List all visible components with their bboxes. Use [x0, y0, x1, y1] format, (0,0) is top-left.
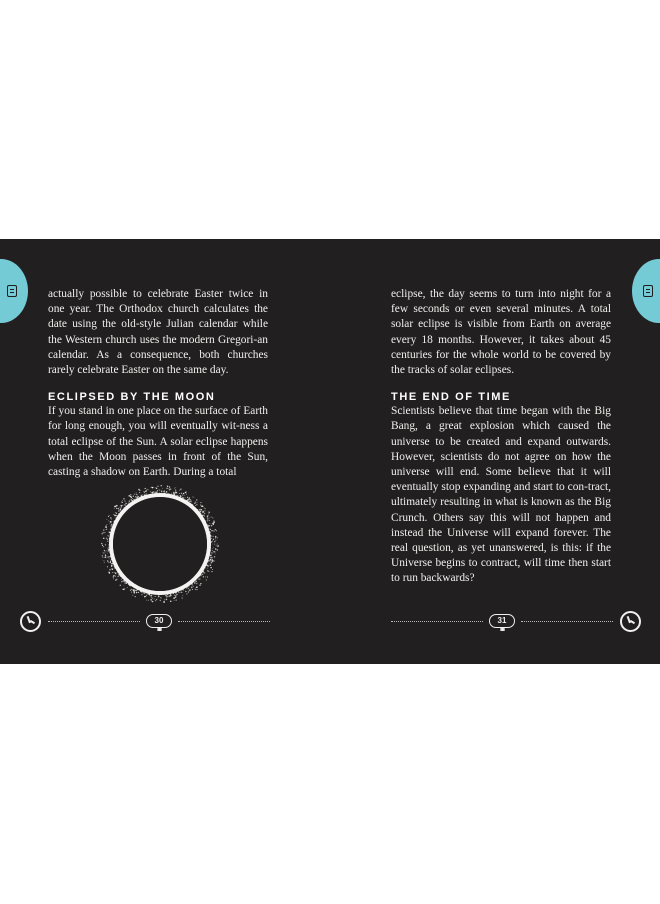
- book-spread: [0, 239, 660, 664]
- left-section-tab: [0, 259, 28, 323]
- right-paragraph-1: eclipse, the day seems to turn into night for a few seconds or even several minutes. A total solar eclipse is visible from Earth on average every 18 months. However, it takes about 45 centuries for the whole world to be covered by the tracks of solar eclipses.: [391, 288, 611, 377]
- page-number: 31 ıııııı: [489, 614, 515, 628]
- right-footer: [391, 611, 641, 633]
- footer-dotted-rule: [48, 621, 140, 622]
- left-paragraph-2: If you stand in one place on the surface of Earth for long enough, you will eventually wit-ness a total eclipse of the Sun. A solar eclipse happens when the Moon passes in front of the Sun, casting a shadow on Earth. During a total: [48, 405, 268, 479]
- page-number: 30 ıııııı: [146, 614, 172, 628]
- footer-dotted-rule: [391, 621, 483, 622]
- right-paragraph-2: Scientists believe that time began with the Big Bang, a great explosion which caused the universe to be created and expand outwards. However, scientists do not agree on how the universe will end. Some believe that it will eventually stop expanding and start to con-tract, ultimately resulting in what is known as the Big Crunch. Others say this will not happen and instead the Universe will expand forever. The real question, as yet unanswered, is this: if the Universe begins to contract, will time then start to run backwards?: [391, 405, 611, 585]
- right-heading: THE END OF TIME: [391, 391, 511, 404]
- left-page: [48, 287, 268, 480]
- left-paragraph-1: actually possible to celebrate Easter twice in one year. The Orthodox church calculates the date using the old-style Julian calendar while the Western church uses the modern Gregori-an calendar. As a consequence, both churches rarely celebrate Easter on the same day.: [48, 288, 268, 377]
- footer-dotted-rule: [521, 621, 613, 622]
- eclipse-illustration: [100, 485, 220, 603]
- left-heading: ECLIPSED BY THE MOON: [48, 391, 216, 404]
- book-icon: [643, 285, 653, 297]
- clock-icon: [20, 611, 41, 632]
- right-page: [391, 287, 611, 587]
- left-footer: [20, 611, 270, 633]
- book-icon: [7, 285, 17, 297]
- footer-dotted-rule: [178, 621, 270, 622]
- right-section-tab: [632, 259, 660, 323]
- clock-icon: [620, 611, 641, 632]
